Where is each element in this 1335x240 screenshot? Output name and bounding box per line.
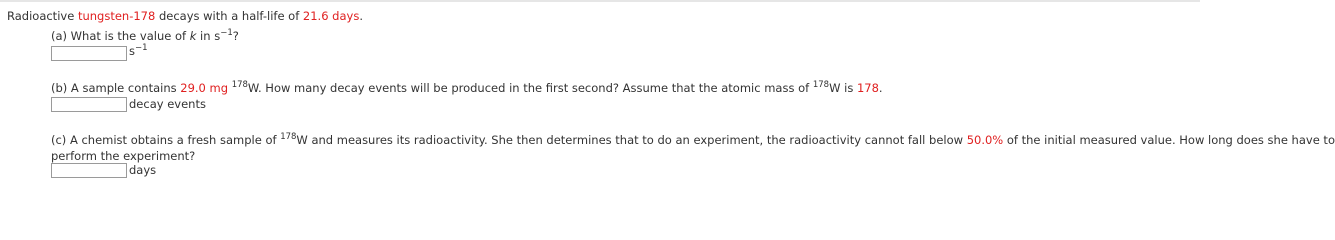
atomic-mass-value: 178: [856, 81, 879, 95]
question-a-middle: in s: [196, 29, 221, 43]
isotope-mass-number-3: 178: [280, 132, 297, 142]
question-b-suffix: .: [878, 81, 883, 95]
unit-a-base: s: [129, 44, 135, 58]
question-a-suffix: ?: [232, 29, 239, 43]
unit-a-exponent: −1: [135, 43, 148, 53]
sample-mass-value: 29.0 mg: [180, 81, 229, 95]
problem-intro: [7, 9, 363, 23]
intro-prefix-text: Radioactive: [7, 9, 78, 23]
answer-input-c[interactable]: [51, 163, 127, 178]
question-b-is-text: is: [840, 81, 857, 95]
question-a-prefix: (a) What is the value of: [51, 29, 190, 43]
isotope-symbol-2: W: [829, 81, 841, 95]
question-c-suffix: of the initial measured value. How long does she have to: [1003, 133, 1335, 147]
isotope-name: tungsten-178: [77, 9, 156, 23]
threshold-percent-value: 50.0%: [966, 133, 1004, 147]
intro-suffix-text: .: [359, 9, 363, 23]
half-life-value: 21.6 days: [302, 9, 360, 23]
isotope-symbol-3: W: [296, 133, 308, 147]
isotope-mass-number-2: 178: [812, 80, 830, 90]
intro-middle-text: decays with a half-life of: [155, 9, 303, 23]
unit-label-c: days: [129, 163, 157, 177]
isotope-symbol: W: [247, 81, 258, 95]
question-a-exponent: −1: [220, 28, 233, 38]
question-c-prefix: (c) A chemist obtains a fresh sample of: [51, 133, 281, 147]
unit-label-b: decay events: [129, 97, 206, 111]
isotope-mass-number: 178: [231, 80, 248, 90]
question-b: [51, 81, 883, 97]
question-c-line-1: [51, 133, 1335, 149]
answer-input-a[interactable]: [51, 46, 127, 61]
question-c-line-2: perform the experiment?: [51, 149, 196, 163]
question-b-middle: . How many decay events will be produced in the first second? Assume that the atomic mass of: [257, 81, 813, 95]
unit-label-a: [129, 44, 148, 60]
top-divider: [0, 0, 1200, 2]
question-c-middle: and measures its radioactivity. She then determines that to do an experiment, the radioactivity cannot fall below: [307, 133, 967, 147]
answer-input-b[interactable]: [51, 97, 127, 112]
question-b-prefix: (b) A sample contains: [51, 81, 181, 95]
question-a-variable: k: [189, 29, 197, 43]
